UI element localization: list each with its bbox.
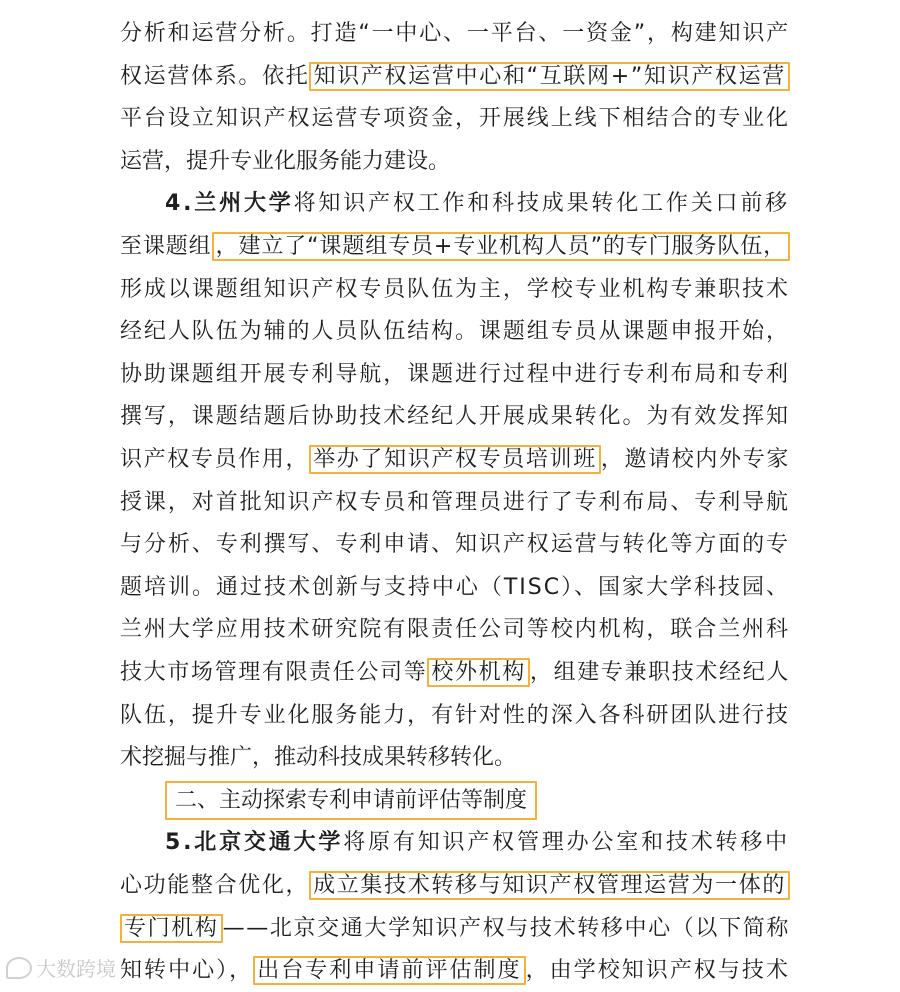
highlighted-text: ，建立了“课题组专员+专业机构人员”的专门服务队伍， (212, 232, 790, 261)
highlighted-text: 校外机构 (427, 658, 530, 687)
text-segment: ，邀请校内外专家 (600, 447, 790, 472)
text-segment: 授课，对首批知识产权专员和管理员进行了专利布局、专利导航 (120, 489, 790, 515)
text-segment: 形成以课题组知识产权专员队伍为主，学校专业机构专兼职技术 (120, 276, 790, 302)
text-segment: 撰写，课题结题后协助技术经纪人开展成果转化。为有效发挥知 (120, 404, 790, 430)
text-segment: 将知识产权工作和科技成果转化工作关口前移 (293, 191, 790, 217)
highlighted-text: 出台专利申请前评估制度 (253, 956, 525, 985)
highlighted-text: 成立集技术转移与知识产权管理运营为一体的 (309, 871, 790, 900)
text-segment: ——北京交通大学知识产权与技术转移中心（以下简称 (222, 915, 790, 941)
text-segment: 知转中心）， (120, 958, 254, 984)
text-line (120, 908, 790, 950)
text-segment: 平台设立知识产权运营专项资金，开展线上线下相结合的专业化 (120, 106, 790, 132)
section-heading (165, 780, 537, 822)
text-segment: 术挖掘与推广，推动科技成果转移转化。 (120, 745, 517, 771)
text-line (165, 822, 790, 864)
text-line (120, 482, 790, 524)
text-line (120, 56, 790, 98)
text-segment: 协助课题组开展专利导航，课题进行过程中进行专利布局和专利 (120, 361, 790, 387)
text-line (120, 865, 790, 907)
text-line (120, 269, 790, 311)
text-segment: 兰州大学应用技术研究院有限责任公司等校内机构，联合兰州科 (120, 617, 790, 643)
highlighted-text: 举办了知识产权专员培训班 (309, 445, 601, 474)
text-segment: 将原有知识产权管理办公室和技术转移中 (343, 830, 790, 856)
text-line (120, 311, 790, 353)
text-segment: 队伍，提升专业化服务能力，有针对性的深入各科研团队进行技 (120, 702, 790, 728)
watermark-text: 大数跨境 (36, 957, 116, 981)
text-line (120, 652, 790, 694)
text-segment: 至课题组 (120, 234, 212, 259)
text-line (120, 13, 790, 55)
text-segment: 分析和运营分析。打造“一中心、一平台、一资金”，构建知识产 (120, 21, 790, 46)
text-segment: 题培训。通过技术创新与支持中心（TISC）、国家大学科技园、 (120, 574, 790, 600)
text-line (120, 141, 450, 183)
text-line (120, 439, 790, 481)
text-line (120, 695, 790, 737)
highlighted-text: 专门机构 (120, 914, 223, 943)
watermark-logo-icon (6, 957, 32, 979)
text-segment: ，由学校知识产权与技术 (525, 958, 790, 984)
text-line (120, 737, 516, 779)
text-line (120, 567, 790, 609)
text-segment: 心功能整合优化， (120, 873, 310, 898)
text-line (165, 183, 790, 225)
bold-university-name: 4.兰州大学 (165, 191, 294, 217)
bold-university-name: 5.北京交通大学 (165, 830, 344, 856)
highlighted-text: 二、主动探索专利申请前评估等制度 (165, 781, 537, 820)
text-segment: 经纪人队伍为辅的人员队伍结构。课题组专员从课题申报开始， (120, 319, 790, 345)
text-line (120, 609, 790, 651)
text-line (120, 396, 790, 438)
text-segment: 识产权专员作用， (120, 447, 310, 472)
text-line (120, 354, 790, 396)
text-segment: 运营，提升专业化服务能力建设。 (120, 148, 451, 174)
text-line (120, 226, 790, 268)
highlighted-text: 知识产权运营中心和“互联网+”知识产权运营 (309, 62, 790, 91)
text-segment: ，组建专兼职技术经纪人 (529, 660, 790, 685)
text-line (120, 98, 790, 140)
watermark (6, 953, 116, 982)
text-segment: 与分析、专利撰写、专利申请、知识产权运营与转化等方面的专 (120, 532, 790, 558)
text-line (120, 524, 790, 566)
text-segment: 权运营体系。依托 (120, 63, 310, 89)
text-segment: 技大市场管理有限责任公司等 (120, 660, 428, 685)
